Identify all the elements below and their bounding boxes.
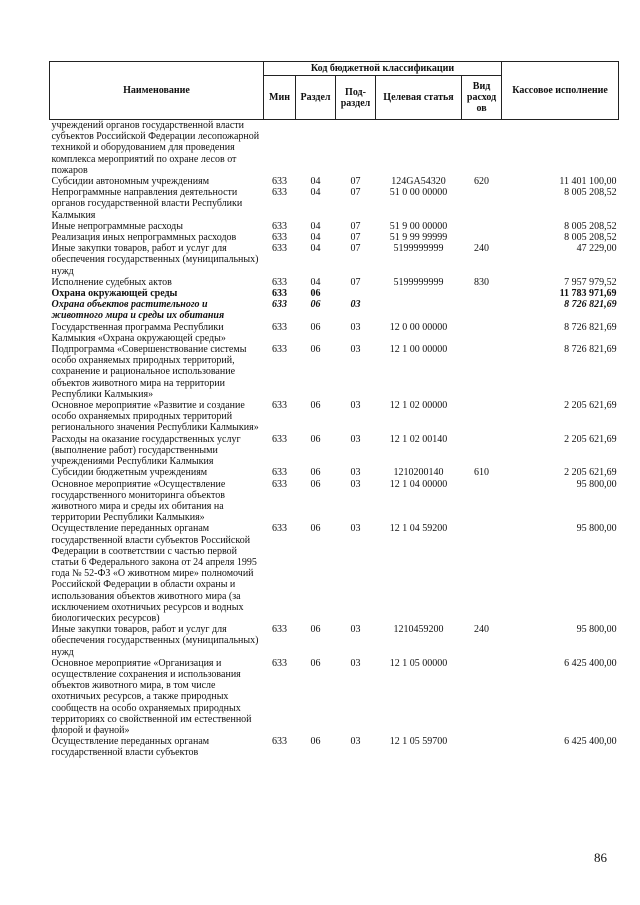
row-target: 12 1 02 00000 — [389, 400, 448, 412]
row-name: Основное мероприятие «Осуществление государственного мониторинга объектов животного мира и среды их обитания на территории Республики Калмыкия» — [51, 478, 226, 524]
row-name: Осуществление переданных органам государственной власти субъектов — [51, 736, 210, 759]
budget-table — [49, 61, 619, 759]
row-name: Подпрограмма «Совершенствование системы особо охраняемых природных территорий, сохранение и рациональное использование объектов животного мира на территории Республики Калмыкия» — [51, 344, 247, 400]
row-podrazdel: 03 — [350, 736, 361, 748]
row-min: 633 — [272, 243, 287, 255]
row-min: 633 — [272, 657, 287, 669]
row-target — [376, 120, 462, 177]
row-razdel: 06 — [310, 400, 321, 412]
table-row — [50, 344, 619, 400]
row-min: 633 — [272, 400, 287, 412]
row-razdel: 06 — [310, 288, 321, 300]
row-min: 633 — [272, 523, 287, 535]
table-row — [50, 736, 619, 758]
row-podrazdel: 03 — [350, 467, 361, 479]
row-razdel: 06 — [310, 299, 321, 311]
row-amount: 8 726 821,69 — [564, 299, 617, 311]
row-target: 51 9 99 99999 — [389, 232, 448, 244]
row-amount: 8 005 208,52 — [564, 220, 617, 232]
table-row — [50, 624, 619, 658]
table-row — [50, 176, 619, 187]
row-podrazdel: 07 — [350, 243, 361, 255]
row-name: Основное мероприятие «Развитие и создание особо охраняемых природных территорий регионального значения Республики Калмыкия» — [51, 400, 259, 434]
row-amount: 95 800,00 — [576, 523, 617, 535]
row-razdel: 04 — [310, 243, 321, 255]
row-vid — [462, 232, 502, 243]
row-amount: 7 957 979,52 — [564, 276, 617, 288]
row-name: Осуществление переданных органам государственной власти субъектов Российской Федерации в соответствии с частью первой статьи 6 Федерального закона от 24 апреля 1995 года № 52-ФЗ «О животном мире» полномочий Российской Федерации в области охраны и использования объектов животного мира (за исключением охотничьих ресурсов и водных биологических ресурсов) — [51, 523, 257, 624]
row-min: 633 — [272, 433, 287, 445]
header-amount: Кассовое исполнение — [502, 62, 619, 120]
row-podrazdel: 03 — [350, 478, 361, 490]
row-min: 633 — [272, 232, 287, 244]
row-target: 1210200140 — [393, 467, 444, 479]
row-razdel: 04 — [310, 176, 321, 188]
row-amount: 11 783 971,69 — [559, 288, 617, 300]
row-razdel: 06 — [310, 467, 321, 479]
row-razdel — [296, 120, 336, 177]
row-amount: 2 205 621,69 — [564, 467, 617, 479]
row-vid — [462, 523, 502, 624]
row-razdel: 06 — [310, 433, 321, 445]
row-vid — [462, 322, 502, 344]
row-target: 12 1 00 00000 — [389, 344, 448, 356]
header-min: Мин — [264, 76, 296, 120]
row-min: 633 — [272, 478, 287, 490]
row-target: 12 1 05 59700 — [389, 736, 448, 748]
row-razdel: 04 — [310, 232, 321, 244]
row-target: 12 1 04 59200 — [389, 523, 448, 535]
row-name: Иные закупки товаров, работ и услуг для обеспечения государственных (муниципальных) нужд — [51, 243, 259, 277]
table-row — [50, 467, 619, 478]
row-target: 51 9 00 00000 — [389, 220, 448, 232]
row-name: Субсидии бюджетным учреждениям — [51, 467, 208, 479]
header-name: Наименование — [50, 62, 264, 120]
row-vid: 240 — [474, 624, 490, 636]
row-podrazdel: 03 — [350, 321, 361, 333]
header-razdel: Раздел — [296, 76, 336, 120]
row-podrazdel: 07 — [350, 176, 361, 188]
row-target — [376, 288, 462, 299]
row-vid — [462, 120, 502, 177]
row-amount: 95 800,00 — [576, 478, 617, 490]
table-row — [50, 277, 619, 288]
row-razdel: 06 — [310, 478, 321, 490]
row-razdel: 06 — [310, 624, 321, 636]
row-razdel: 04 — [310, 187, 321, 199]
row-razdel: 04 — [310, 276, 321, 288]
row-amount: 6 425 400,00 — [564, 736, 617, 748]
row-name: Иные закупки товаров, работ и услуг для обеспечения государственных (муниципальных) нужд — [51, 624, 259, 658]
row-vid — [462, 288, 502, 299]
row-amount: 95 800,00 — [576, 624, 617, 636]
row-min: 633 — [272, 220, 287, 232]
row-min: 633 — [272, 187, 287, 199]
row-vid: 830 — [474, 276, 490, 288]
row-amount: 2 205 621,69 — [564, 400, 617, 412]
table-header — [50, 62, 619, 120]
row-vid — [462, 658, 502, 736]
row-vid: 240 — [474, 243, 490, 255]
row-name: Реализация иных непрограммных расходов — [51, 232, 237, 244]
row-vid — [462, 221, 502, 232]
row-min: 633 — [272, 176, 287, 188]
row-vid: 610 — [474, 467, 490, 479]
table-body — [50, 120, 619, 759]
table-row — [50, 479, 619, 524]
row-min: 633 — [272, 736, 287, 748]
row-podrazdel: 03 — [350, 299, 361, 311]
row-target: 12 0 00 00000 — [389, 321, 448, 333]
row-min: 633 — [272, 288, 287, 300]
table-row — [50, 243, 619, 277]
row-podrazdel — [336, 120, 376, 177]
row-name: Расходы на оказание государственных услуг (выполнение работ) государственными учреждениями Республики Калмыкия — [51, 433, 241, 468]
row-vid — [462, 344, 502, 400]
row-vid — [462, 479, 502, 524]
row-name: Государственная программа Республики Калмыкия «Охрана окружающей среды» — [51, 321, 226, 344]
table-row — [50, 187, 619, 221]
row-razdel: 06 — [310, 321, 321, 333]
row-target: 12 1 05 00000 — [389, 657, 448, 669]
row-min: 633 — [272, 299, 287, 311]
row-name: Охрана окружающей среды — [51, 288, 178, 300]
row-vid — [462, 400, 502, 434]
row-razdel: 04 — [310, 220, 321, 232]
row-podrazdel — [336, 288, 376, 299]
row-target: 124GA54320 — [391, 176, 446, 188]
row-min: 633 — [272, 467, 287, 479]
table-row — [50, 434, 619, 468]
row-min: 633 — [272, 276, 287, 288]
row-amount: 11 401 100,00 — [559, 176, 617, 188]
row-podrazdel: 03 — [350, 344, 361, 356]
row-vid — [462, 187, 502, 221]
row-razdel: 06 — [310, 344, 321, 356]
table-row — [50, 400, 619, 434]
row-name: Субсидии автономным учреждениям — [51, 176, 210, 188]
row-razdel: 06 — [310, 736, 321, 748]
row-vid — [462, 299, 502, 321]
row-min: 633 — [272, 321, 287, 333]
header-code-group: Код бюджетной классификации — [264, 62, 502, 76]
row-target: 12 1 04 00000 — [389, 478, 448, 490]
row-razdel: 06 — [310, 523, 321, 535]
row-vid — [462, 736, 502, 758]
row-target: 5199999999 — [393, 243, 444, 255]
row-name: Иные непрограммные расходы — [51, 220, 183, 232]
row-podrazdel: 03 — [350, 433, 361, 445]
row-amount: 6 425 400,00 — [564, 657, 617, 669]
header-target: Целевая статья — [376, 76, 462, 120]
table-row — [50, 299, 619, 321]
row-podrazdel: 07 — [350, 276, 361, 288]
row-podrazdel: 03 — [350, 523, 361, 535]
row-target: 12 1 02 00140 — [389, 433, 448, 445]
row-name: Непрограммные направления деятельности органов государственной власти Республики Калмыкия — [51, 187, 243, 221]
row-amount: 8 005 208,52 — [564, 187, 617, 199]
row-name: учреждений органов государственной власти субъектов Российской Федерации лесопожарной техникой и оборудованием для проведения комплекса мероприятий по охране лесов от пожаров — [51, 120, 260, 176]
table-row — [50, 232, 619, 243]
row-podrazdel: 03 — [350, 624, 361, 636]
row-vid — [462, 434, 502, 468]
row-name: Охрана объектов растительного и животного мира и среды их обитания — [51, 299, 225, 322]
row-min: 633 — [272, 624, 287, 636]
row-amount: 8 005 208,52 — [564, 232, 617, 244]
row-target — [376, 299, 462, 321]
table-row — [50, 288, 619, 299]
table-row — [50, 322, 619, 344]
row-amount: 47 229,00 — [576, 243, 617, 255]
row-name: Основное мероприятие «Организация и осуществление сохранения и использования объектов животного мира, в том числе охотничьих ресурсов, а также природных сообществ на особо охраняемых природных территориях со свойственной им естественной флорой и фауной» — [51, 657, 252, 736]
row-min: 633 — [272, 344, 287, 356]
table-row — [50, 658, 619, 736]
page-number: 86 — [594, 850, 607, 865]
row-podrazdel: 03 — [350, 400, 361, 412]
row-target: 5199999999 — [393, 276, 444, 288]
table-row — [50, 120, 619, 177]
row-amount: 8 726 821,69 — [564, 344, 617, 356]
row-podrazdel: 07 — [350, 232, 361, 244]
row-podrazdel: 03 — [350, 657, 361, 669]
row-amount: 2 205 621,69 — [564, 433, 617, 445]
row-target: 1210459200 — [393, 624, 444, 636]
table-row — [50, 221, 619, 232]
row-min — [264, 120, 296, 177]
row-podrazdel: 07 — [350, 187, 361, 199]
header-vid: Вид расход ов — [462, 76, 502, 120]
row-amount — [502, 120, 619, 177]
row-name: Исполнение судебных актов — [51, 276, 172, 288]
row-target: 51 0 00 00000 — [389, 187, 448, 199]
table-row — [50, 523, 619, 624]
row-vid: 620 — [474, 176, 490, 188]
header-podrazdel: Под-раздел — [336, 76, 376, 120]
row-razdel: 06 — [310, 657, 321, 669]
row-amount: 8 726 821,69 — [564, 321, 617, 333]
row-podrazdel: 07 — [350, 220, 361, 232]
